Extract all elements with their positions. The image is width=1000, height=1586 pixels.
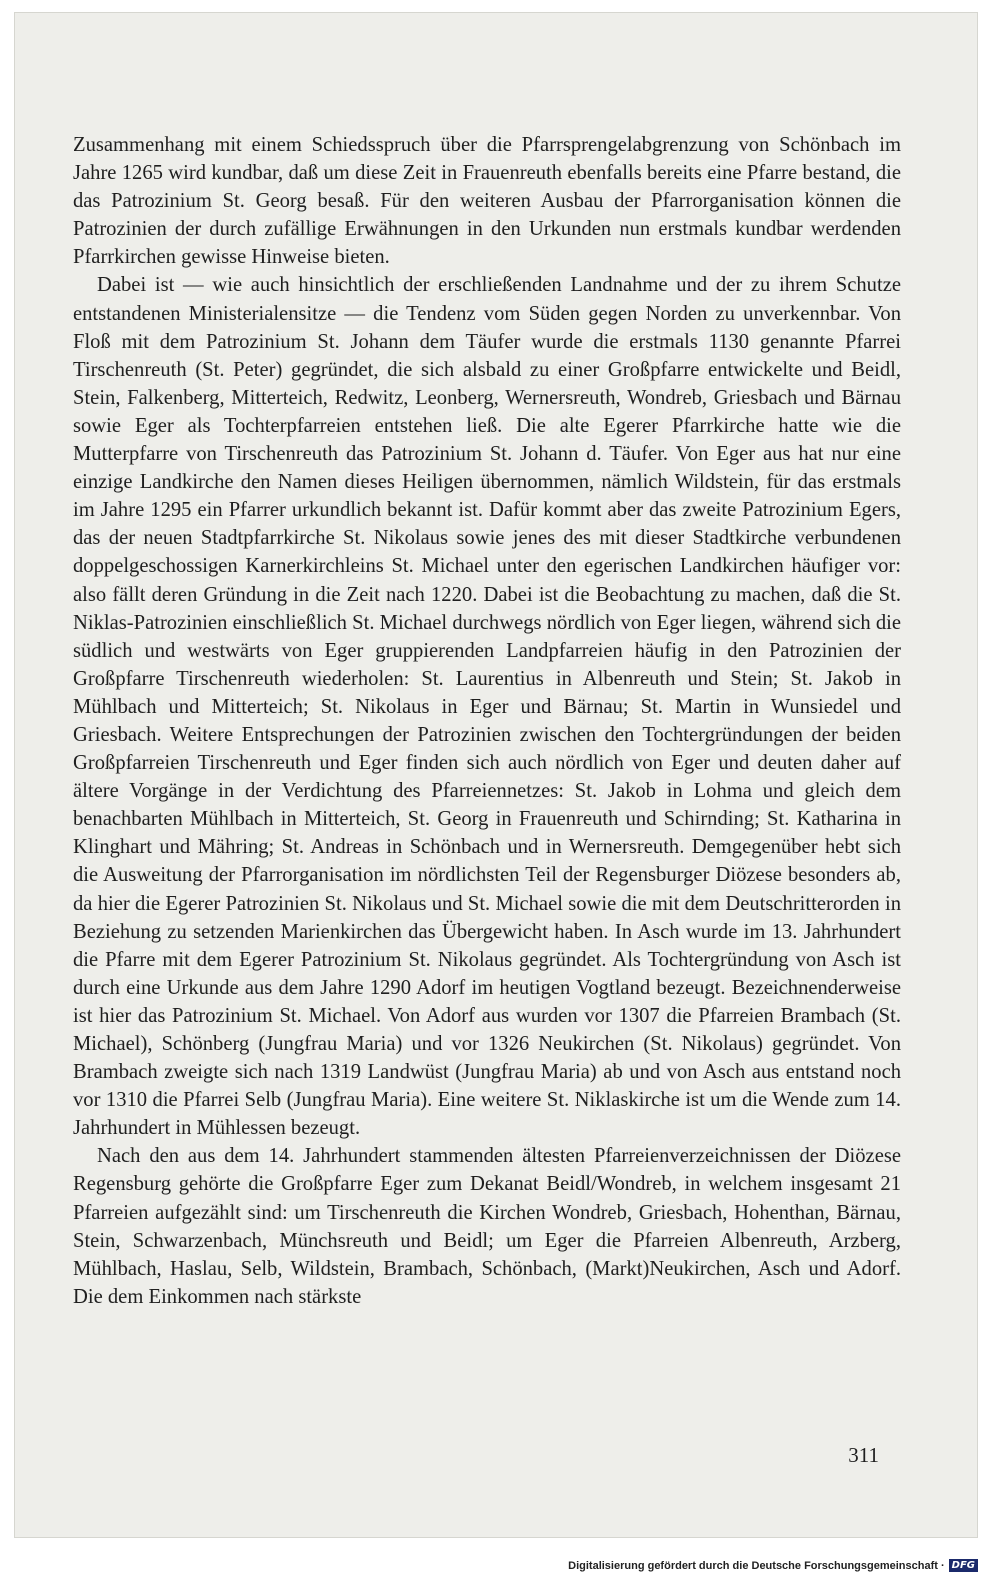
credit-text: Digitalisierung gefördert durch die Deutsche Forschungsgemeinschaft · (568, 1559, 945, 1572)
paragraph-3: Nach den aus dem 14. Jahrhundert stammenden ältesten Pfarreienverzeichnissen der Diözese Regensburg gehörte die Großpfarre Eger zum Dekanat Beidl/Wondreb, in welchem insgesamt 21 Pfarreien aufgezählt sind: um Tirschenreuth die Kirchen Wondreb, Griesbach, Hohenthan, Bärnau, Stein, Schwarzenbach, Münchsreuth und Beidl; um Eger die Pfarreien Albenreuth, Arzberg, Mühlbach, Haslau, Selb, Wildstein, Brambach, Schönbach, (Markt)Neukirchen, Asch und Adorf. Die dem Einkommen nach stärkste (73, 1145, 901, 1308)
digitization-credit (568, 1559, 978, 1572)
paragraph-1: Zusammenhang mit einem Schiedsspruch über die Pfarrsprengelabgrenzung von Schönbach im Jahre 1265 wird kundbar, daß um diese Zeit in Frauenreuth ebenfalls bereits eine Pfarre bestand, die das Patrozinium St. Georg besaß. Für den weiteren Ausbau der Pfarrorganisation können die Patrozinien der durch zufällige Erwähnungen in den Urkunden nun erstmals kundbar werdenden Pfarrkirchen gewisse Hinweise bieten. (73, 134, 901, 269)
paragraph-2: Dabei ist — wie auch hinsichtlich der erschließenden Landnahme und der zu ihrem Schutze entstandenen Ministerialensitze — die Tendenz vom Süden gegen Norden zu unverkennbar. Von Floß mit dem Patrozinium St. Johann dem Täufer wurde die erstmals 1130 genannte Pfarrei Tirschenreuth (St. Peter) gegründet, die sich alsbald zu einer Großpfarre entwickelte und Beidl, Stein, Falkenberg, Mitterteich, Redwitz, Leonberg, Wernersreuth, Wondreb, Griesbach und Bärnau sowie Eger als Tochterpfarreien entstehen ließ. Die alte Egerer Pfarrkirche hatte wie die Mutterpfarre von Tirschenreuth das Patrozinium St. Johann d. Täufer. Von Eger aus hat nur eine einzige Landkirche den Namen dieses Heiligen übernommen, nämlich Wildstein, für das erstmals im Jahre 1295 ein Pfarrer urkundlich bekannt ist. Dafür kommt aber das zweite Patrozinium Egers, das der neuen Stadtpfarrkirche St. Nikolaus sowie jenes des mit dieser Stadtkirche verbundenen doppelgeschossigen Karnerkirchleins St. Michael unter den egerischen Landkirchen häufiger vor: also fällt deren Gründung in die Zeit nach 1220. Dabei ist die Beobachtung zu machen, daß die St. Niklas-Patrozinien einschließlich St. Michael durchwegs nördlich von Eger liegen, während sich die südlich und westwärts von Eger gruppierenden Landpfarreien häufig in den Patrozinien der Großpfarre Tirschenreuth wiederholen: St. Laurentius in Albenreuth und Stein; St. Jakob in Mühlbach und Mitterteich; St. Nikolaus in Eger und Bärnau; St. Martin in Wunsiedel und Griesbach. Weitere Entsprechungen der Patrozinien zwischen den Tochtergründungen der beiden Großpfarreien Tirschenreuth und Eger finden sich auch nördlich von Eger und deuten daher auf ältere Vorgänge in der Verdichtung des Pfarreiennetzes: St. Jakob in Lohma und gleich dem benachbarten Mühlbach in Mitterteich, St. Georg in Frauenreuth und Schirnding; St. Katharina in Klinghart und Mähring; St. Andreas in Schönbach und in Wernersreuth. Demgegenüber hebt sich die Ausweitung der Pfarrorganisation im nördlichsten Teil der Regensburger Diözese besonders ab, da hier die Egerer Patrozinien St. Nikolaus und St. Michael sowie die mit dem Deutschritterorden in Beziehung zu setzenden Marienkirchen das Übergewicht haben. In Asch wurde im 13. Jahrhundert die Pfarre mit dem Egerer Patrozinium St. Nikolaus gegründet. Als Tochtergründung von Asch ist durch eine Urkunde aus dem Jahre 1290 Adorf im heutigen Vogtland bezeugt. Bezeichnenderweise ist hier das Patrozinium St. Michael. Von Adorf aus wurden vor 1307 die Pfarreien Brambach (St. Michael), Schönberg (Jungfrau Maria) und vor 1326 Neukirchen (St. Nikolaus) gegründet. Von Brambach zweigte sich nach 1319 Landwüst (Jungfrau Maria) ab und von Asch aus entstand noch vor 1310 die Pfarrei Selb (Jungfrau Maria). Eine weitere St. Niklaskirche ist um die Wende zum 14. Jahrhundert in Mühlessen bezeugt. (73, 274, 901, 1140)
page-number: 311 (848, 1443, 879, 1467)
body-text (73, 131, 901, 1311)
dfg-logo-icon: DFG (949, 1559, 978, 1572)
scanned-page (14, 12, 978, 1538)
